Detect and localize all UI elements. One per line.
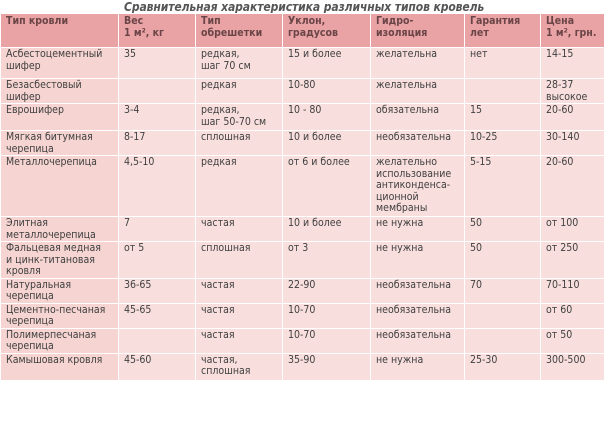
roof-type-cell: Мягкая битумная черепица bbox=[1, 131, 119, 156]
battens-cell: редкая, шаг 70 см bbox=[196, 48, 283, 79]
roof-type-cell: Полимерпесчаная черепица bbox=[1, 328, 119, 353]
waterproofing-cell: необязательна bbox=[371, 131, 465, 156]
table-row bbox=[1, 104, 604, 131]
weight-cell: 45-60 bbox=[119, 353, 196, 380]
warranty-cell: 5-15 bbox=[465, 156, 541, 217]
waterproofing-cell: не нужна bbox=[371, 217, 465, 242]
slope-cell: от 3 bbox=[283, 242, 371, 279]
battens-cell: сплошная bbox=[196, 242, 283, 279]
roof-type-cell: Фальцевая медная и цинк-титановая кровля bbox=[1, 242, 119, 279]
table-row bbox=[1, 79, 604, 104]
table-row bbox=[1, 278, 604, 303]
battens-cell: редкая bbox=[196, 79, 283, 104]
weight-cell: 45-65 bbox=[119, 303, 196, 328]
price-cell: 28-37 высокое bbox=[541, 79, 604, 104]
battens-cell: редкая, шаг 50-70 см bbox=[196, 104, 283, 131]
table-title: Сравнительная характеристика различных типов кровель bbox=[124, 0, 485, 14]
table-row bbox=[1, 131, 604, 156]
weight-cell: 4,5-10 bbox=[119, 156, 196, 217]
weight-cell: от 5 bbox=[119, 242, 196, 279]
slope-cell: 35-90 bbox=[283, 353, 371, 380]
waterproofing-cell: желательна bbox=[371, 48, 465, 79]
price-cell: 300-500 bbox=[541, 353, 604, 380]
column-header: Гидро- изоляция bbox=[371, 14, 465, 48]
weight-cell: 3-4 bbox=[119, 104, 196, 131]
battens-cell: сплошная bbox=[196, 131, 283, 156]
warranty-cell bbox=[465, 328, 541, 353]
slope-cell: 10-80 bbox=[283, 79, 371, 104]
battens-cell: редкая bbox=[196, 156, 283, 217]
slope-cell: 10 и более bbox=[283, 131, 371, 156]
price-cell: от 100 bbox=[541, 217, 604, 242]
warranty-cell: нет bbox=[465, 48, 541, 79]
price-cell: от 50 bbox=[541, 328, 604, 353]
roof-type-cell: Еврошифер bbox=[1, 104, 119, 131]
column-header: Тип обрешетки bbox=[196, 14, 283, 48]
column-header: Гарантия лет bbox=[465, 14, 541, 48]
header-row bbox=[1, 14, 604, 48]
waterproofing-cell: необязательна bbox=[371, 278, 465, 303]
roof-type-cell: Металлочерепица bbox=[1, 156, 119, 217]
table-row bbox=[1, 303, 604, 328]
waterproofing-cell: желательна bbox=[371, 79, 465, 104]
price-cell: 30-140 bbox=[541, 131, 604, 156]
price-cell: от 250 bbox=[541, 242, 604, 279]
waterproofing-cell: желательно использование антиконденса- ционной мембраны bbox=[371, 156, 465, 217]
warranty-cell: 70 bbox=[465, 278, 541, 303]
column-header: Уклон, градусов bbox=[283, 14, 371, 48]
battens-cell: частая bbox=[196, 303, 283, 328]
table-row bbox=[1, 156, 604, 217]
weight-cell: 7 bbox=[119, 217, 196, 242]
weight-cell bbox=[119, 79, 196, 104]
price-cell: 70-110 bbox=[541, 278, 604, 303]
slope-cell: 10 и более bbox=[283, 217, 371, 242]
warranty-cell: 25-30 bbox=[465, 353, 541, 380]
battens-cell: частая bbox=[196, 328, 283, 353]
table-row bbox=[1, 217, 604, 242]
weight-cell: 36-65 bbox=[119, 278, 196, 303]
roof-type-cell: Натуральная черепица bbox=[1, 278, 119, 303]
battens-cell: частая bbox=[196, 217, 283, 242]
waterproofing-cell: обязательна bbox=[371, 104, 465, 131]
battens-cell: частая, сплошная bbox=[196, 353, 283, 380]
warranty-cell bbox=[465, 303, 541, 328]
slope-cell: 22-90 bbox=[283, 278, 371, 303]
column-header: Тип кровли bbox=[1, 14, 119, 48]
warranty-cell: 15 bbox=[465, 104, 541, 131]
roof-type-cell: Камышовая кровля bbox=[1, 353, 119, 380]
roof-type-cell: Асбестоцементный шифер bbox=[1, 48, 119, 79]
slope-cell: 10 - 80 bbox=[283, 104, 371, 131]
slope-cell: от 6 и более bbox=[283, 156, 371, 217]
weight-cell bbox=[119, 328, 196, 353]
column-header: Цена 1 м², грн. bbox=[541, 14, 604, 48]
slope-cell: 10-70 bbox=[283, 303, 371, 328]
warranty-cell: 10-25 bbox=[465, 131, 541, 156]
roof-type-cell: Безасбестовый шифер bbox=[1, 79, 119, 104]
weight-cell: 35 bbox=[119, 48, 196, 79]
waterproofing-cell: не нужна bbox=[371, 353, 465, 380]
column-header: Вес 1 м², кг bbox=[119, 14, 196, 48]
price-cell: 20-60 bbox=[541, 104, 604, 131]
slope-cell: 10-70 bbox=[283, 328, 371, 353]
table-row bbox=[1, 242, 604, 279]
warranty-cell bbox=[465, 79, 541, 104]
table-row bbox=[1, 48, 604, 79]
table-row bbox=[1, 328, 604, 353]
waterproofing-cell: необязательна bbox=[371, 303, 465, 328]
weight-cell: 8-17 bbox=[119, 131, 196, 156]
roof-type-cell: Элитная металлочерепица bbox=[1, 217, 119, 242]
warranty-cell: 50 bbox=[465, 217, 541, 242]
roofing-comparison-table bbox=[0, 13, 604, 381]
price-cell: 14-15 bbox=[541, 48, 604, 79]
roof-type-cell: Цементно-песчаная черепица bbox=[1, 303, 119, 328]
waterproofing-cell: не нужна bbox=[371, 242, 465, 279]
price-cell: 20-60 bbox=[541, 156, 604, 217]
warranty-cell: 50 bbox=[465, 242, 541, 279]
slope-cell: 15 и более bbox=[283, 48, 371, 79]
table-body bbox=[1, 48, 604, 381]
battens-cell: частая bbox=[196, 278, 283, 303]
waterproofing-cell: необязательна bbox=[371, 328, 465, 353]
price-cell: от 60 bbox=[541, 303, 604, 328]
table-row bbox=[1, 353, 604, 380]
